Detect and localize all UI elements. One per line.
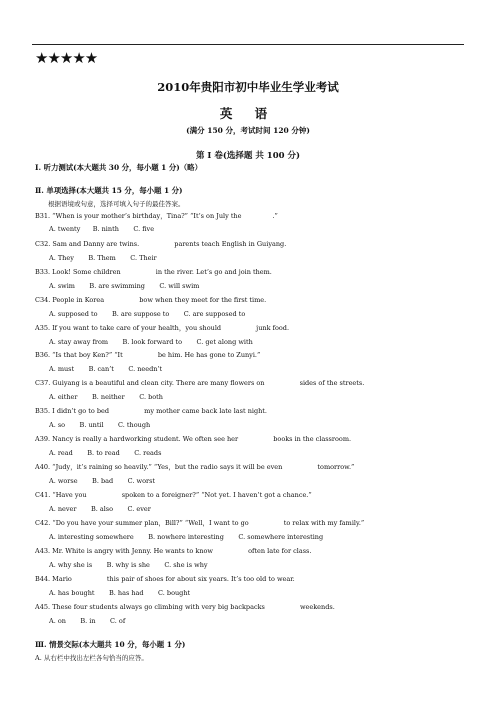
question-34-options: A. supposed to B. are suppose to C. are supposed to bbox=[49, 310, 246, 318]
section-situational-instruction: A. 从右栏中找出左栏各句恰当的应答。 bbox=[35, 654, 148, 662]
question-31: B31. “When is your mother’s birthday，Tina?” “It’s on July the .” bbox=[35, 212, 278, 220]
question-43-options: A. why she is B. why is she C. she is why bbox=[49, 561, 208, 569]
part-title: 第 I 卷(选择题 共 100 分) bbox=[195, 151, 301, 161]
question-34: C34. People in Korea bow when they meet for the first time. bbox=[35, 296, 267, 304]
question-33: B33. Look! Some children in the river. Let’s go and join them. bbox=[35, 268, 272, 276]
question-33-options: A. swim B. are swimming C. will swim bbox=[49, 282, 200, 290]
question-37: C37. Guiyang is a beautiful and clean city. There are many flowers on sides of the streets. bbox=[35, 379, 365, 387]
question-31-options: A. twenty B. ninth C. five bbox=[49, 225, 155, 233]
section-instruction: 根据语境或句意，选择可填入句子的最佳答案。 bbox=[48, 200, 185, 208]
question-41: C41. “Have you spoken to a foreigner?” “Not yet. I haven’t got a chance.” bbox=[35, 491, 312, 499]
question-43: A43. Mr. White is angry with Jenny. He wants to know often late for class. bbox=[35, 547, 312, 555]
section-single-choice-title: Ⅱ. 单项选择(本大题共 15 分，每小题 1 分) bbox=[35, 186, 183, 195]
question-35-options: A. stay away from B. look forward to C. get along with bbox=[49, 338, 253, 346]
question-42-options: A. interesting somewhere B. nowhere interesting C. somewhere interesting bbox=[49, 533, 324, 541]
question-41-options: A. never B. also C. ever bbox=[49, 505, 151, 513]
question-40: A40. “Judy，it’s raining so heavily.” “Yes，but the radio says it will be even tomorrow.” bbox=[35, 463, 355, 471]
question-36: B36. “Is that boy Ken?” “It be him. He has gone to Zunyi.” bbox=[35, 351, 261, 359]
rating-stars: ★★★★★ bbox=[35, 49, 98, 67]
question-38: B35. I didn’t go to bed my mother came back late last night. bbox=[35, 407, 267, 415]
question-32: C32. Sam and Danny are twins. parents teach English in Guiyang. bbox=[35, 240, 287, 248]
question-40-options: A. worse B. bad C. worst bbox=[49, 477, 156, 485]
question-44: B44. Mario this pair of shoes for about six years. It’s too old to wear. bbox=[35, 575, 295, 583]
subject-title: 英 语 bbox=[219, 106, 277, 121]
question-42: C42. “Do you have your summer plan，Bill?” “Well，I want to go to relax with my family.” bbox=[35, 519, 365, 527]
question-38-options: A. so B. until C. though bbox=[49, 421, 151, 429]
question-32-options: A. They B. Them C. Their bbox=[49, 254, 157, 262]
question-39-options: A. read B. to read C. reads bbox=[49, 449, 162, 457]
question-39: A39. Nancy is really a hardworking student. We often see her books in the classroom. bbox=[35, 435, 352, 443]
question-45: A45. These four students always go climbing with very big backpacks weekends. bbox=[35, 603, 335, 611]
exam-note: (满分 150 分，考试时间 120 分钟) bbox=[186, 126, 310, 135]
question-35: A35. If you want to take care of your health，you should junk food. bbox=[35, 324, 290, 332]
question-37-options: A. either B. neither C. both bbox=[49, 393, 163, 401]
top-rule bbox=[32, 44, 464, 45]
exam-title: 2010年贵阳市初中毕业生学业考试 bbox=[157, 80, 339, 94]
section-situational-title: Ⅲ. 情景交际(本大题共 10 分，每小题 1 分) bbox=[35, 640, 186, 649]
section-listening: Ⅰ. 听力测试(本大题共 30 分，每小题 1 分)（略） bbox=[35, 163, 202, 172]
question-44-options: A. has bought B. has had C. bought bbox=[49, 589, 191, 597]
question-45-options: A. on B. in C. of bbox=[49, 617, 126, 625]
question-36-options: A. must B. can’t C. needn’t bbox=[49, 365, 163, 373]
